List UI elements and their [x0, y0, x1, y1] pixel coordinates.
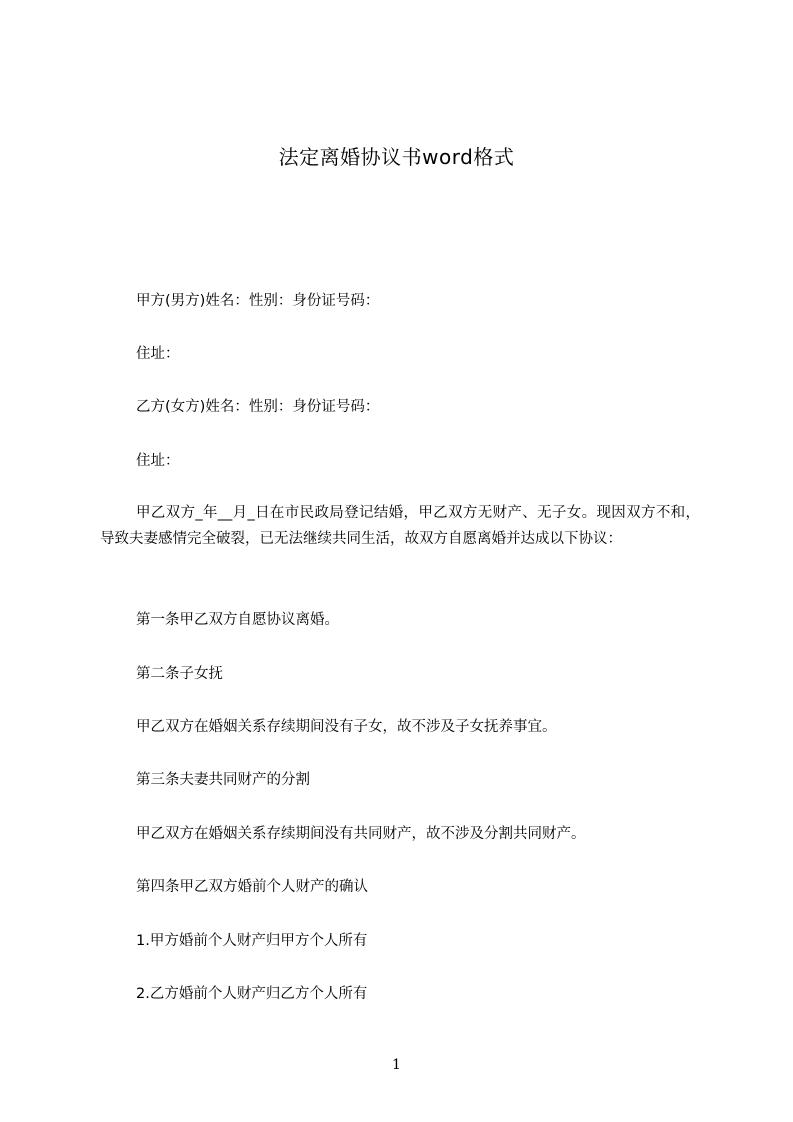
party-b-info: 乙方(女方)姓名：性别：身份证号码：	[136, 399, 380, 415]
article-4-item-1: 1.甲方婚前个人财产归甲方个人所有	[136, 933, 368, 949]
article-3-title: 第三条夫妻共同财产的分割	[136, 772, 310, 788]
document-title: 法定离婚协议书word格式	[278, 145, 515, 169]
intro-paragraph: 甲乙双方_年__月_日在市民政局登记结婚，甲乙双方无财产、无子女。现因双方不和，导致夫妻感情完全破裂，已无法继续共同生活，故双方自愿离婚并达成以下协议：	[100, 505, 700, 547]
party-b-address: 住址：	[136, 453, 180, 469]
article-4-item-2: 2.乙方婚前个人财产归乙方个人所有	[136, 986, 368, 1002]
article-2-body: 甲乙双方在婚姻关系存续期间没有子女，故不涉及子女抚养事宜。	[136, 719, 557, 735]
article-1: 第一条甲乙双方自愿协议离婚。	[136, 612, 339, 628]
article-3-body: 甲乙双方在婚姻关系存续期间没有共同财产，故不涉及分割共同财产。	[136, 826, 586, 842]
article-2-title: 第二条子女抚	[136, 666, 223, 682]
article-4-title: 第四条甲乙双方婚前个人财产的确认	[136, 879, 368, 895]
party-a-info: 甲方(男方)姓名：性别：身份证号码：	[136, 293, 380, 309]
page-number: 1	[392, 1057, 401, 1073]
party-a-address: 住址：	[136, 346, 180, 362]
